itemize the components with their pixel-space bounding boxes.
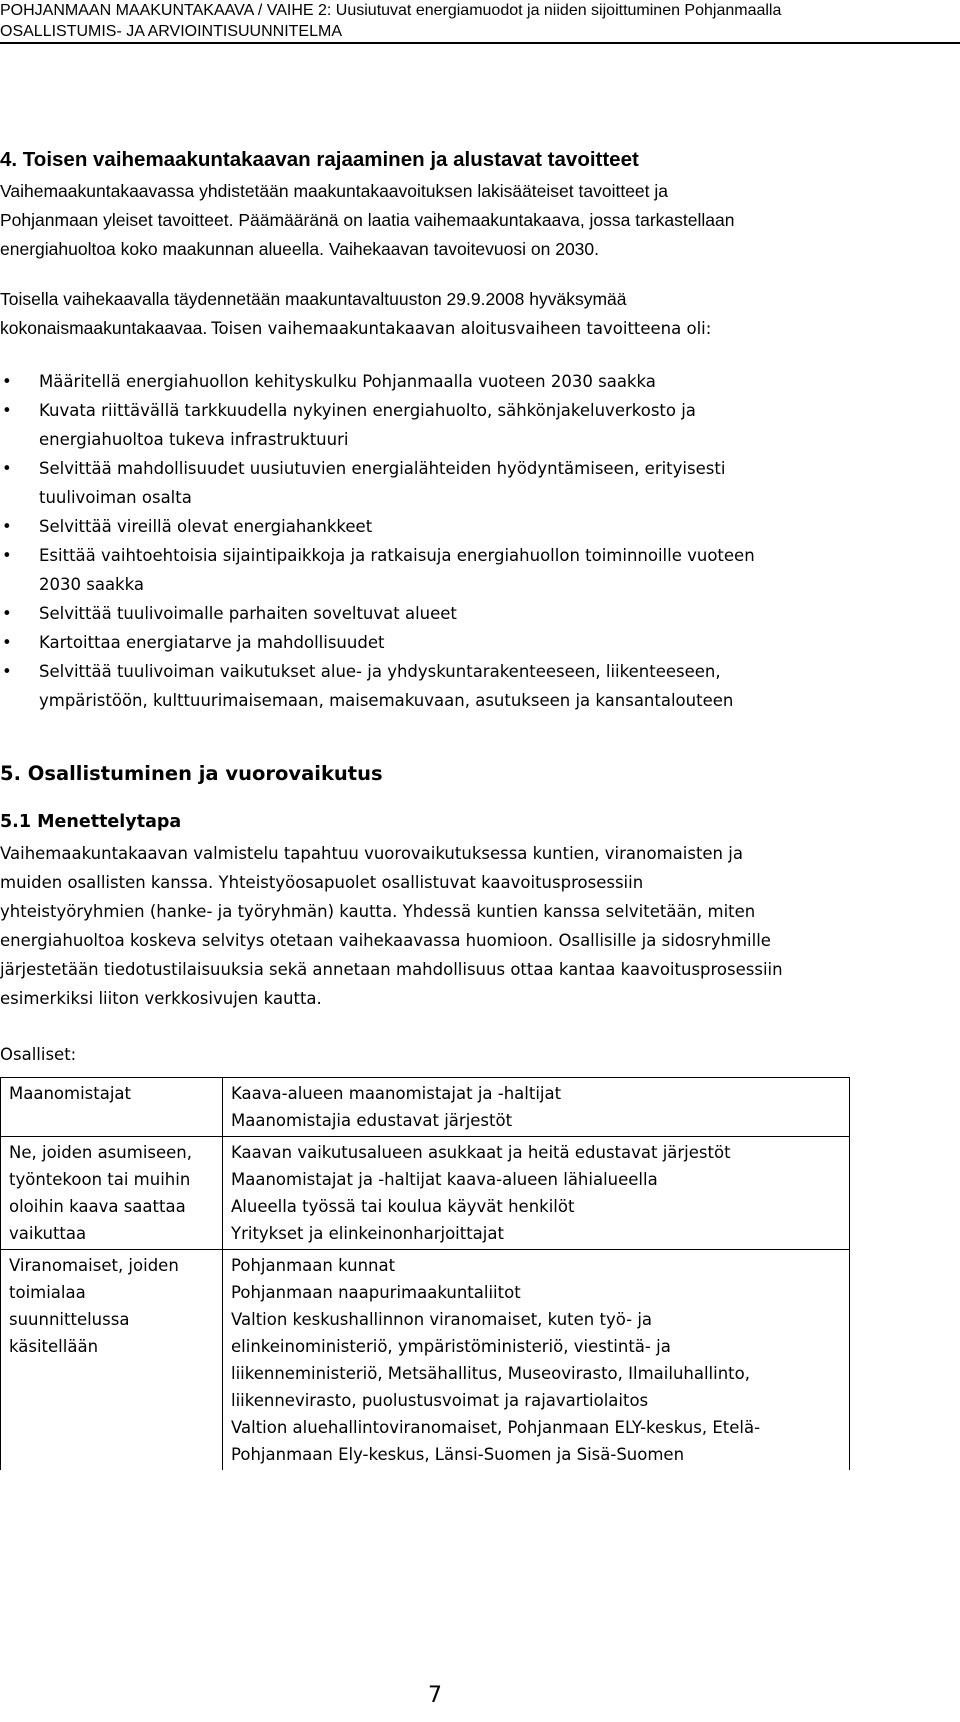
goal-list-item [0,512,955,541]
party-members-cell [223,1137,850,1250]
goal-text-line: ympäristöön, kulttuurimaisemaan, maisemakuvaan, asutukseen ja kansantalouteen [39,691,734,710]
bullet-icon: • [2,604,12,623]
party-member-line: Kaavan vaikutusalueen asukkaat ja heitä edustavat järjestöt [231,1143,731,1162]
paragraph-line: Toisella vaihekaavalla täydennetään maakuntavaltuuston 29.9.2008 hyväksymää [0,289,627,309]
bullet-icon: • [2,459,12,478]
party-group-cell [1,1137,223,1250]
goal-text-line: Kuvata riittävällä tarkkuudella nykyinen energiahuolto, sähkönjakeluverkosto ja [39,401,696,420]
party-member-line: liikenneministeriö, Metsähallitus, Museovirasto, Ilmailuhallinto, [231,1364,750,1383]
header-title: POHJANMAAN MAAKUNTAKAAVA / VAIHE 2: Uusiutuvat energiamuodot ja niiden sijoittuminen Pohjanmaalla [0,2,782,19]
table-row [1,1250,850,1471]
party-group-line: Maanomistajat [9,1084,132,1103]
goal-text-line: 2030 saakka [39,575,144,594]
section-4-heading: 4. Toisen vaihemaakuntakaavan rajaaminen ja alustavat tavoitteet [0,148,639,171]
goal-text-line: Esittää vaihtoehtoisia sijaintipaikkoja ja ratkaisuja energiahuollon toiminnoille vuoteen [39,546,755,565]
goal-list-item [0,599,955,628]
document-body [0,145,955,1470]
party-group-cell [1,1078,223,1137]
paragraph-line: järjestetään tiedotustilaisuuksia sekä annetaan mahdollisuus ottaa kantaa kaavoitusprosessiin [0,960,783,979]
party-group-line: työntekoon tai muihin [9,1170,191,1189]
party-member-line: liikennevirasto, puolustusvoimat ja rajavartiolaitos [231,1391,649,1410]
section-5-1-heading: 5.1 Menettelytapa [0,812,182,832]
goal-text-line: Selvittää vireillä olevat energiahankkeet [39,517,373,536]
parties-label: Osalliset: [0,1045,77,1064]
paragraph-line: Vaihemaakuntakaavassa yhdistetään maakuntakaavoituksen lakisääteiset tavoitteet ja [0,181,668,201]
goal-text-line: energiahuoltoa tukeva infrastruktuuri [39,430,349,449]
party-member-line: Pohjanmaan kunnat [231,1256,396,1275]
party-members-cell [223,1250,850,1471]
section-4-intro-paragraph [0,177,955,264]
party-group-cell [1,1250,223,1471]
bullet-icon: • [2,401,12,420]
section-4-goals-intro [0,285,955,343]
party-group-line: suunnittelussa [9,1310,130,1329]
section-5-1-paragraph [0,839,955,1013]
bullet-icon: • [2,633,12,652]
bullet-icon: • [2,546,12,565]
party-member-line: elinkeinoministeriö, ympäristöministeriö, viestintä- ja [231,1337,671,1356]
party-group-line: oloihin kaava saattaa [9,1197,186,1216]
goal-list-item [0,628,955,657]
party-members-cell [223,1078,850,1137]
parties-table [0,1077,850,1470]
party-member-line: Maanomistajat ja -haltijat kaava-alueen lähialueella [231,1170,658,1189]
party-group-line: käsitellään [9,1337,99,1356]
party-group-line: Ne, joiden asumiseen, [9,1143,192,1162]
goal-list-item [0,657,955,715]
party-group-line: Viranomaiset, joiden [9,1256,179,1275]
bullet-icon: • [2,372,12,391]
section-5-heading: 5. Osallistuminen ja vuorovaikutus [0,762,383,785]
party-group-line: vaikuttaa [9,1224,87,1243]
bullet-icon: • [2,517,12,536]
goal-list-item [0,367,955,396]
party-member-line: Pohjanmaan naapurimaakuntaliitot [231,1283,521,1302]
paragraph-line-part: kokonaismaakuntakaavaa. [0,318,208,338]
paragraph-line: esimerkiksi liiton verkkosivujen kautta. [0,989,322,1008]
bullet-icon: • [2,662,12,681]
goal-text-line: Selvittää tuulivoimalle parhaiten soveltuvat alueet [39,604,457,623]
party-member-line: Valtion keskushallinnon viranomaiset, kuten työ- ja [231,1310,653,1329]
goal-text-line: tuulivoiman osalta [39,488,192,507]
paragraph-line [0,314,955,343]
table-row [1,1078,850,1137]
paragraph-line: Vaihemaakuntakaavan valmistelu tapahtuu vuorovaikutuksessa kuntien, viranomaisten ja [0,844,743,863]
party-member-line: Maanomistajia edustavat järjestöt [231,1111,513,1130]
paragraph-line: energiahuoltoa koko maakunnan alueella. Vaihekaavan tavoitevuosi on 2030. [0,239,599,259]
goal-list-item [0,454,955,512]
paragraph-line: energiahuoltoa koskeva selvitys otetaan vaihekaavassa huomioon. Osallisille ja sidosryhmille [0,931,771,950]
party-member-line: Alueella työssä tai koulua käyvät henkilöt [231,1197,575,1216]
goal-list-item [0,396,955,454]
paragraph-line: muiden osallisten kanssa. Yhteistyöosapuolet osallistuvat kaavoitusprosessiin [0,873,644,892]
goal-text-line: Kartoittaa energiatarve ja mahdollisuudet [39,633,385,652]
paragraph-line: yhteistyöryhmien (hanke- ja työryhmän) kautta. Yhdessä kuntien kanssa selvitetään, miten [0,902,756,921]
page-number: 7 [428,1683,442,1708]
party-member-line: Valtion aluehallintoviranomaiset, Pohjanmaan ELY-keskus, Etelä- [231,1418,761,1437]
party-group-line: toimialaa [9,1283,86,1302]
party-member-line: Pohjanmaan Ely-keskus, Länsi-Suomen ja Sisä-Suomen [231,1445,685,1464]
party-member-line: Kaava-alueen maanomistajat ja -haltijat [231,1084,562,1103]
running-header [0,0,960,44]
goal-list-item [0,541,955,599]
paragraph-line-part: Toisen vaihemaakuntakaavan aloitusvaiheen tavoitteena oli: [211,319,712,338]
header-subtitle: OSALLISTUMIS- JA ARVIOINTISUUNNITELMA [0,23,342,40]
goal-text-line: Selvittää mahdollisuudet uusiutuvien energialähteiden hyödyntämiseen, erityisesti [39,459,726,478]
goal-text-line: Määritellä energiahuollon kehityskulku Pohjanmaalla vuoteen 2030 saakka [39,372,656,391]
paragraph-line: Pohjanmaan yleiset tavoitteet. Päämääränä on laatia vaihemaakuntakaava, jossa tarkastellaan [0,210,735,230]
party-member-line: Yritykset ja elinkeinonharjoittajat [231,1224,504,1243]
goal-text-line: Selvittää tuulivoiman vaikutukset alue- ja yhdyskuntarakenteeseen, liikenteeseen, [39,662,721,681]
goals-list [0,367,955,715]
table-row [1,1137,850,1250]
